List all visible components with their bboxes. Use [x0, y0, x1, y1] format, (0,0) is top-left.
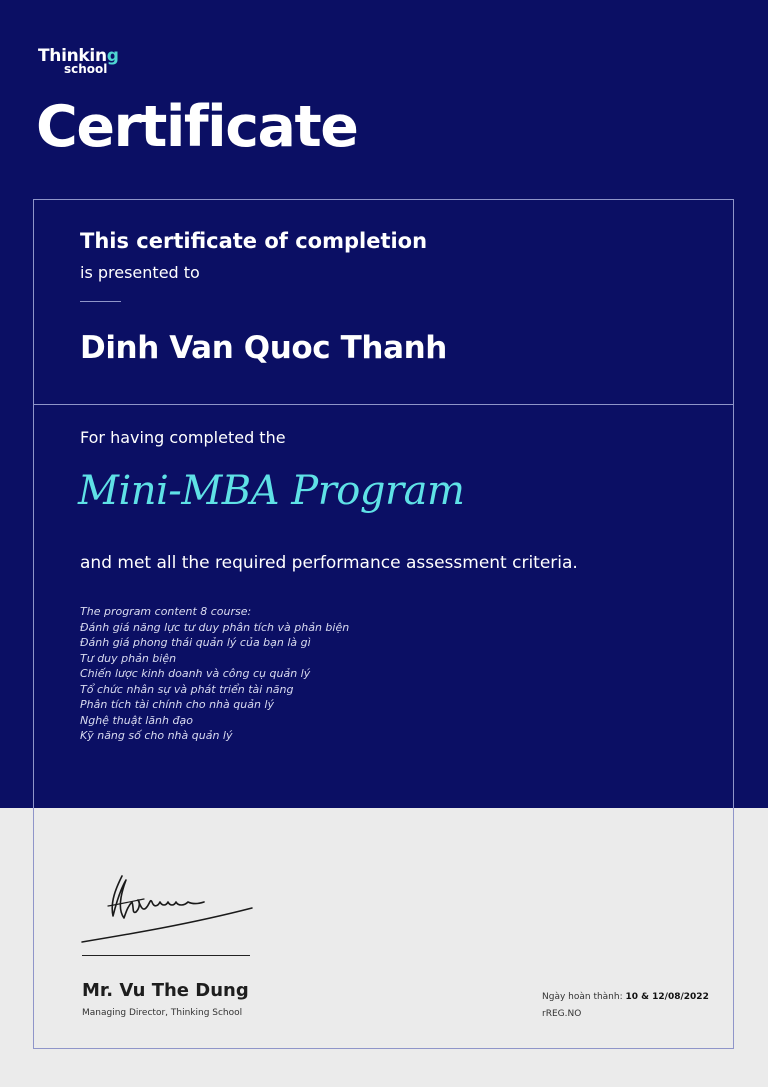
signature-icon — [80, 868, 260, 948]
certificate-title: This certificate of completion — [80, 229, 428, 253]
course-item: Chiến lược kinh doanh và công cụ quản lý — [80, 667, 311, 680]
certificate-headline: Certificate — [36, 94, 358, 160]
signature-line — [82, 955, 250, 956]
course-item: Tư duy phản biện — [80, 651, 177, 665]
frame-divider — [33, 404, 734, 405]
course-list-heading: The program content 8 course: — [80, 605, 252, 618]
completion-date — [542, 992, 709, 1002]
registration-number: rREG.NO — [542, 1009, 582, 1019]
signer-name: Mr. Vu The Dung — [82, 980, 249, 1001]
course-item: Phân tích tài chính cho nhà quản lý — [80, 698, 274, 711]
course-item: Nghệ thuật lãnh đạo — [80, 713, 193, 727]
course-item: Đánh giá phong thái quản lý của bạn là gì — [80, 636, 311, 649]
short-divider — [80, 301, 121, 302]
course-item: Tổ chức nhân sự và phát triển tài năng — [80, 682, 294, 696]
course-list — [80, 604, 349, 744]
course-item: Kỹ năng số cho nhà quản lý — [80, 729, 233, 742]
recipient-name: Dinh Van Quoc Thanh — [80, 330, 447, 366]
course-item: Đánh giá năng lực tư duy phân tích và phản biện — [80, 620, 350, 634]
completion-date-value: 10 & 12/08/2022 — [625, 992, 709, 1002]
completion-date-label: Ngày hoàn thành: — [542, 992, 623, 1002]
completion-intro: For having completed the — [80, 428, 286, 447]
signer-role: Managing Director, Thinking School — [82, 1008, 243, 1018]
program-name: Mini-MBA Program — [78, 468, 465, 514]
criteria-statement: and met all the required performance assessment criteria. — [80, 553, 578, 573]
presented-to-label: is presented to — [80, 263, 200, 282]
thinking-school-logo: Thinking school — [38, 46, 119, 76]
